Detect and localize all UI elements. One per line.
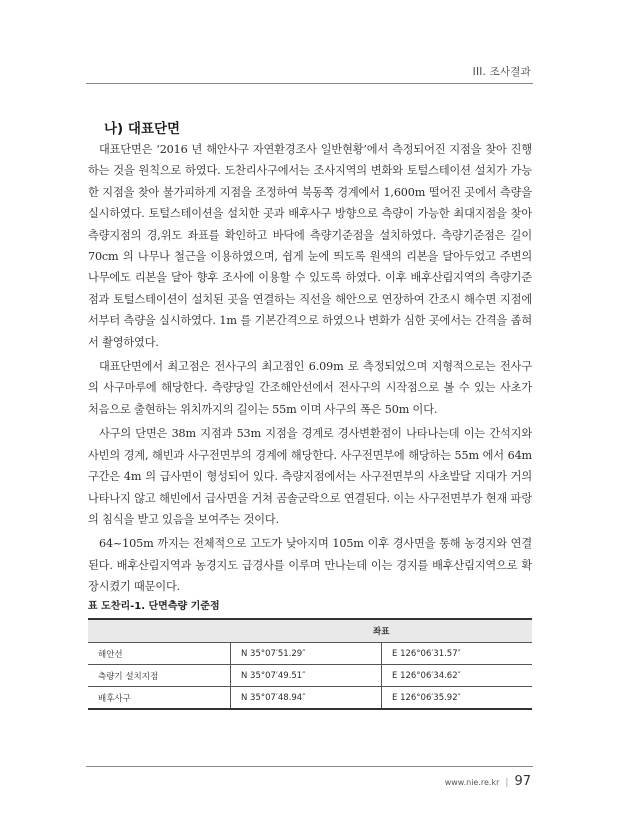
section-title: 나) 대표단면 — [104, 121, 181, 137]
header-blank-cell — [88, 619, 231, 643]
paragraph-3: 사구의 단면은 38m 지점과 53m 지점을 경계로 경사변환점이 나타나는데 이는 간석지와 사빈의 경계, 해빈과 사구전면부의 경계에 해당한다. 사구전면부에 해당하는 55m 에서 64m 구간은 4m 의 급사면이 형성되어 있다. 측량지점에서는 사구전면부의 사초발달 지대가 거의 나타나지 않고 해빈에서 급사면을 거쳐 곰솔군락으로 연결된다. 이는 사구전면부가 현재 파랑의 침식을 받고 있음을 보여주는 것이다. — [88, 427, 532, 526]
longitude-cell: E 126°06′31.57″ — [382, 643, 533, 665]
table-header-row — [88, 619, 532, 643]
footer — [445, 774, 531, 789]
footer-divider — [86, 766, 533, 767]
latitude-cell: N 35°07′49.51″ — [231, 665, 382, 687]
paragraph-1: 대표단면은 ‘2016 년 해안사구 자연환경조사 일반현황’에서 측정되어진 지점을 찾아 진행하는 것을 원칙으로 하였다. 도찬리사구에서는 조사지역의 변화와 토털스테이션 설치가 가능한 지점을 찾아 불가피하게 지점을 조정하여 북동쪽 경계에서 1,600m 떨어진 곳에서 측량을 실시하였다. 토털스테이션을 설치한 곳과 배후사구 방향으로 측량이 가능한 최대지점을 찾아 측량지점의 경,위도 좌표를 확인하고 바닥에 측량기준점을 설치하였다. 측량기준점은 길이 70cm 의 나무나 철근을 이용하였으며, 쉽게 눈에 띄도록 원색의 리본을 달아두었고 주변의 나무에도 리본을 달아 향후 조사에 이용할 수 있도록 하였다. 이후 배후산림지역의 측량기준점과 토털스테이션이 설치된 곳을 연결하는 직선을 해안으로 연장하여 간조시 해수면 지점에서부터 측량을 실시하였다. 1m 를 기본간격으로 하였으나 변화가 심한 곳에서는 간격을 좁혀서 촬영하였다. — [88, 143, 532, 349]
latitude-cell: N 35°07′51.29″ — [231, 643, 382, 665]
page-number: 97 — [514, 774, 531, 789]
table-row — [88, 687, 532, 710]
body-text — [88, 139, 532, 601]
header-divider — [86, 83, 533, 84]
table-row — [88, 665, 532, 687]
table-caption: 표 도찬리-1. 단면측량 기준점 — [88, 601, 220, 612]
longitude-cell: E 126°06′34.62″ — [382, 665, 533, 687]
latitude-cell: N 35°07′48.94″ — [231, 687, 382, 710]
footer-url[interactable]: www.nie.re.kr — [444, 778, 500, 787]
paragraph-4: 64~105m 까지는 전체적으로 고도가 낮아지며 105m 이후 경사면을 통해 농경지와 연결된다. 배후산림지역과 농경지도 급경사를 이루며 만나는데 이는 경지를 배후산림지역으로 확장시켰기 때문이다. — [88, 537, 532, 594]
chapter-header: III. 조사결과 — [472, 66, 531, 78]
reference-points-table — [88, 618, 532, 710]
point-label: 측량기 설치지점 — [98, 671, 159, 682]
coordinates-header: 좌표 — [231, 619, 533, 643]
point-label: 해안선 — [98, 649, 123, 660]
point-label: 배후사구 — [98, 693, 131, 704]
footer-separator: | — [505, 778, 509, 788]
paragraph-2: 대표단면에서 최고점은 전사구의 최고점인 6.09m 로 측정되었으며 지형적으로는 전사구의 사구마루에 해당한다. 측량당일 간조해안선에서 전사구의 시작점으로 볼 수 있는 사초가 처음으로 출현하는 위치까지의 길이는 55m 이며 사구의 폭은 50m 이다. — [88, 360, 532, 416]
table-row — [88, 643, 532, 665]
longitude-cell: E 126°06′35.92″ — [382, 687, 533, 710]
